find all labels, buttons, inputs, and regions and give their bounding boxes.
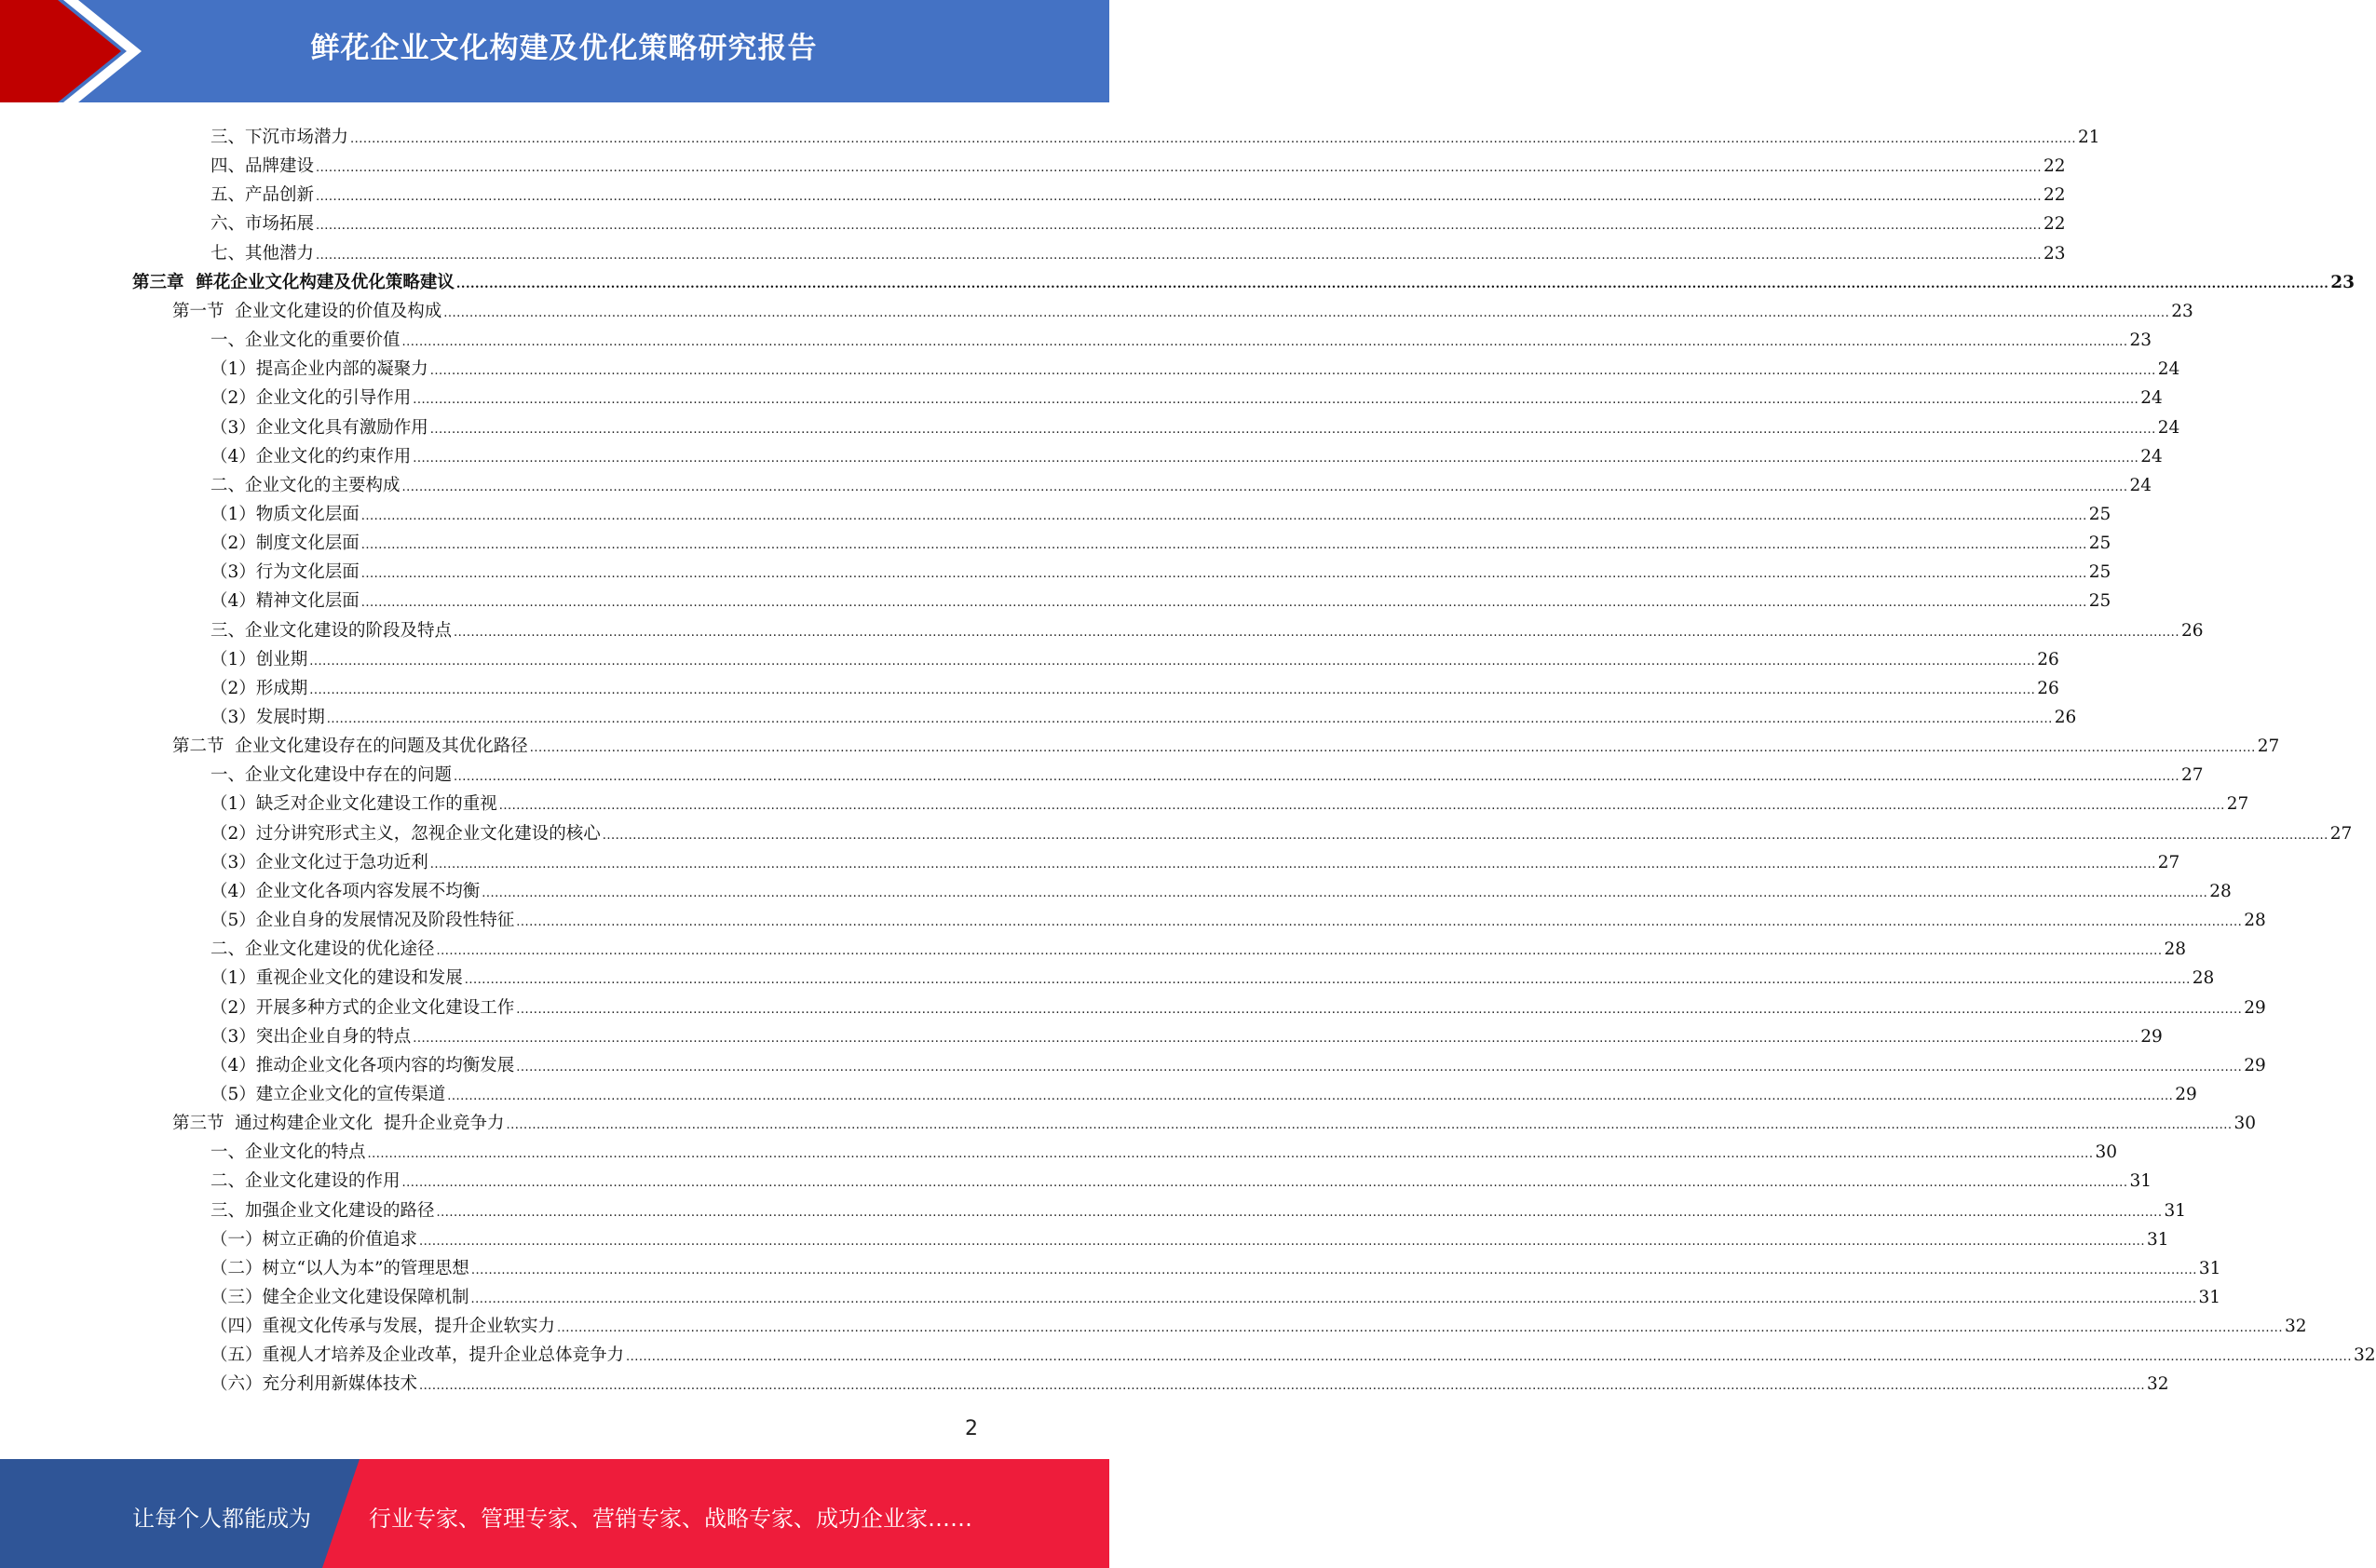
toc-dot-leader: ................................................................................................................................................................................................................................................................................................................................................................................................................ (447, 1088, 2174, 1103)
toc-entry-page: 30 (2095, 1142, 2117, 1163)
toc-entry-title: （4）企业文化各项内容发展不均衡 (210, 881, 481, 901)
toc-entry-page: 28 (2209, 881, 2232, 901)
toc-entry-page: 31 (2164, 1200, 2186, 1221)
toc-entry-page: 22 (2043, 214, 2066, 235)
toc-entry-title: 第三节 通过构建企业文化 提升企业竞争力 (172, 1114, 505, 1134)
toc-entry-page: 31 (2129, 1171, 2152, 1192)
toc-entry-page: 28 (2192, 968, 2215, 989)
toc-entry-page: 27 (2226, 794, 2249, 815)
toc-entry[interactable] (210, 1134, 2117, 1163)
toc-entry-page: 29 (2140, 1026, 2163, 1047)
toc-dot-leader: ................................................................................................................................................................................................................................................................................................................................................................................................................ (529, 741, 2256, 756)
toc-entry-page: 21 (2077, 128, 2100, 147)
toc-entry-title: （2）开展多种方式的企业文化建设工作 (210, 997, 515, 1018)
toc-entry-title: （六）充分利用新媒体技术 (210, 1374, 418, 1395)
toc-entry-title: 二、企业文化建设的作用 (210, 1171, 401, 1192)
toc-dot-leader: ................................................................................................................................................................................................................................................................................................................................................................................................................ (419, 1379, 2145, 1394)
toc-entry[interactable] (172, 1105, 2257, 1134)
toc-dot-leader: ................................................................................................................................................................................................................................................................................................................................................................................................................ (429, 857, 2156, 872)
toc-dot-leader: ................................................................................................................................................................................................................................................................................................................................................................................................................ (626, 1350, 2352, 1365)
toc-dot-leader: ................................................................................................................................................................................................................................................................................................................................................................................................................ (454, 770, 2179, 785)
toc-dot-leader: ................................................................................................................................................................................................................................................................................................................................................................................................................ (413, 1031, 2139, 1046)
toc-entry-title: 三、加强企业文化建设的路径 (210, 1200, 435, 1221)
toc-entry[interactable] (210, 873, 2232, 902)
toc-entry[interactable] (210, 467, 2152, 496)
footer-slogan-right: 行业专家、管理专家、营销专家、战略专家、成功企业家…… (369, 1506, 972, 1532)
toc-entry-title: （四）重视文化传承与发展，提升企业软实力 (210, 1317, 556, 1337)
toc-entry[interactable] (172, 293, 2193, 322)
toc-entry-page: 25 (2088, 591, 2111, 612)
toc-entry[interactable] (210, 960, 2215, 989)
toc-dot-leader: ................................................................................................................................................................................................................................................................................................................................................................................................................ (443, 305, 2170, 320)
toc-entry-title: （3）发展时期 (210, 708, 325, 727)
toc-entry[interactable] (210, 1019, 2163, 1048)
toc-entry-title: 一、企业文化建设中存在的问题 (210, 765, 453, 786)
toc-entry-title: （1）缺乏对企业文化建设工作的重视 (210, 794, 497, 815)
toc-entry[interactable] (210, 757, 2204, 786)
toc-entry-page: 28 (2244, 911, 2266, 931)
toc-entry[interactable] (132, 264, 2355, 293)
toc-dot-leader: ................................................................................................................................................................................................................................................................................................................................................................................................................ (413, 393, 2139, 408)
toc-entry-page: 24 (2140, 388, 2163, 409)
toc-entry[interactable] (210, 410, 2180, 439)
toc-entry-page: 29 (2244, 997, 2266, 1018)
toc-dot-leader: ................................................................................................................................................................................................................................................................................................................................................................................................................ (516, 1002, 2243, 1017)
toc-entry-page: 27 (2180, 765, 2204, 786)
toc-entry-title: （3）企业文化过于急功近利 (210, 852, 428, 872)
toc-entry[interactable] (210, 902, 2266, 931)
toc-entry-page: 32 (2146, 1374, 2169, 1395)
toc-entry[interactable] (210, 554, 2111, 583)
toc-dot-leader: ................................................................................................................................................................................................................................................................................................................................................................................................................ (429, 364, 2156, 379)
toc-dot-leader: ................................................................................................................................................................................................................................................................................................................................................................................................................ (419, 1234, 2145, 1249)
toc-entry-page: 23 (2043, 243, 2066, 264)
page-header (0, 0, 1109, 102)
toc-dot-leader: ................................................................................................................................................................................................................................................................................................................................................................................................................ (316, 219, 2042, 234)
toc-entry-page: 26 (2180, 620, 2204, 641)
toc-entry-page: 26 (2054, 708, 2077, 727)
toc-entry-title: （三）健全企业文化建设保障机制 (210, 1288, 469, 1307)
toc-entry[interactable] (210, 1048, 2266, 1076)
toc-entry-title: （4）推动企业文化各项内容的均衡发展 (210, 1055, 515, 1075)
toc-entry[interactable] (210, 699, 2077, 728)
toc-dot-leader: ................................................................................................................................................................................................................................................................................................................................................................................................................ (516, 915, 2243, 930)
toc-dot-leader: ................................................................................................................................................................................................................................................................................................................................................................................................................ (455, 277, 2329, 291)
toc-entry-title: 第二节 企业文化建设存在的问题及其优化路径 (172, 737, 528, 757)
toc-entry[interactable] (210, 1163, 2152, 1192)
toc-entry-page: 31 (2146, 1229, 2169, 1250)
toc-entry-title: （2）形成期 (210, 678, 308, 698)
toc-dot-leader: ................................................................................................................................................................................................................................................................................................................................................................................................................ (470, 1292, 2197, 1306)
toc-entry[interactable] (210, 1366, 2169, 1395)
toc-dot-leader: ................................................................................................................................................................................................................................................................................................................................................................................................................ (309, 683, 2036, 697)
page-footer (0, 1459, 1109, 1568)
toc-dot-leader: ................................................................................................................................................................................................................................................................................................................................................................................................................ (360, 596, 2087, 611)
toc-dot-leader: ................................................................................................................................................................................................................................................................................................................................................................................................................ (350, 132, 2076, 146)
toc-entry[interactable] (210, 786, 2249, 815)
toc-entry-title: （5）建立企业文化的宣传渠道 (210, 1084, 446, 1104)
toc-entry[interactable] (210, 1076, 2197, 1105)
toc-entry-title: （4）精神文化层面 (210, 591, 360, 612)
toc-dot-leader: ................................................................................................................................................................................................................................................................................................................................................................................................................ (316, 161, 2042, 176)
toc-entry-title: 二、企业文化建设的优化途径 (210, 939, 435, 960)
toc-entry-title: 一、企业文化的特点 (210, 1142, 366, 1163)
toc-entry-title: 七、其他潜力 (210, 243, 315, 264)
toc-dot-leader: ................................................................................................................................................................................................................................................................................................................................................................................................................ (309, 654, 2036, 669)
toc-entry[interactable] (210, 496, 2111, 525)
toc-dot-leader: ................................................................................................................................................................................................................................................................................................................................................................................................................ (470, 1263, 2197, 1277)
toc-entry-title: （1）创业期 (210, 649, 308, 669)
toc-entry-title: 三、下沉市场潜力 (210, 128, 349, 147)
toc-dot-leader: ................................................................................................................................................................................................................................................................................................................................................................................................................ (360, 508, 2087, 523)
toc-dot-leader: ................................................................................................................................................................................................................................................................................................................................................................................................................ (557, 1321, 2283, 1336)
toc-entry[interactable] (210, 670, 2059, 699)
toc-entry[interactable] (210, 322, 2152, 351)
toc-dot-leader: ................................................................................................................................................................................................................................................................................................................................................................................................................ (602, 828, 2328, 843)
toc-entry-page: 25 (2088, 534, 2111, 554)
document-title: 鲜花企业文化构建及优化策略研究报告 (310, 32, 818, 65)
toc-entry-title: 第三章 鲜花企业文化构建及优化策略建议 (132, 272, 455, 292)
toc-dot-leader: ................................................................................................................................................................................................................................................................................................................................................................................................................ (360, 567, 2087, 582)
toc-entry-page: 23 (2129, 331, 2152, 351)
toc-entry[interactable] (210, 119, 2100, 148)
toc-entry-title: （2）制度文化层面 (210, 534, 360, 554)
toc-entry-title: （3）行为文化层面 (210, 562, 360, 583)
toc-entry-page: 25 (2088, 504, 2111, 524)
toc-dot-leader: ................................................................................................................................................................................................................................................................................................................................................................................................................ (360, 538, 2087, 553)
toc-entry-page: 30 (2233, 1114, 2257, 1134)
toc-dot-leader: ................................................................................................................................................................................................................................................................................................................................................................................................................ (326, 712, 2053, 726)
toc-dot-leader: ................................................................................................................................................................................................................................................................................................................................................................................................................ (401, 335, 2128, 350)
toc-entry[interactable] (210, 1193, 2186, 1222)
footer-slogan-left: 让每个人都能成为 (132, 1506, 311, 1532)
toc-dot-leader: ................................................................................................................................................................................................................................................................................................................................................................................................................ (516, 1060, 2243, 1075)
toc-dot-leader: ................................................................................................................................................................................................................................................................................................................................................................................................................ (401, 480, 2128, 494)
toc-entry[interactable] (210, 642, 2059, 670)
toc-entry-page: 32 (2353, 1345, 2376, 1366)
toc-entry-page: 29 (2175, 1084, 2197, 1104)
toc-entry-title: （3）突出企业自身的特点 (210, 1026, 412, 1047)
toc-entry-page: 25 (2088, 562, 2111, 583)
toc-entry-title: 四、品牌建设 (210, 156, 315, 177)
toc-entry-title: （1）提高企业内部的凝聚力 (210, 359, 428, 380)
toc-entry[interactable] (210, 439, 2163, 467)
toc-dot-leader: ................................................................................................................................................................................................................................................................................................................................................................................................................ (482, 885, 2208, 900)
toc-dot-leader: ................................................................................................................................................................................................................................................................................................................................................................................................................ (436, 944, 2163, 959)
toc-dot-leader: ................................................................................................................................................................................................................................................................................................................................................................................................................ (367, 1147, 2094, 1162)
toc-entry-page: 29 (2244, 1055, 2266, 1075)
toc-entry-page: 27 (2157, 852, 2180, 872)
page-number: 2 (965, 1417, 978, 1440)
toc-entry[interactable] (210, 1308, 2307, 1337)
toc-dot-leader: ................................................................................................................................................................................................................................................................................................................................................................................................................ (506, 1118, 2233, 1133)
toc-dot-leader: ................................................................................................................................................................................................................................................................................................................................................................................................................ (454, 625, 2179, 640)
toc-entry-page: 24 (2129, 475, 2152, 495)
toc-entry-title: （二）树立“以人为本”的管理思想 (210, 1258, 469, 1278)
toc-entry[interactable] (210, 380, 2163, 409)
toc-entry-page: 22 (2043, 185, 2066, 206)
toc-entry-page: 24 (2157, 417, 2180, 438)
toc-entry-page: 22 (2043, 156, 2066, 177)
toc-entry-title: （五）重视人才培养及企业改革，提升企业总体竞争力 (210, 1345, 625, 1366)
toc-entry-title: （1）物质文化层面 (210, 504, 360, 524)
toc-entry[interactable] (172, 728, 2280, 757)
toc-dot-leader: ................................................................................................................................................................................................................................................................................................................................................................................................................ (413, 451, 2139, 466)
toc-entry-page: 28 (2164, 939, 2186, 960)
toc-entry-title: （3）企业文化具有激励作用 (210, 417, 428, 438)
toc-entry[interactable] (210, 1337, 2376, 1366)
toc-entry[interactable] (210, 931, 2186, 960)
toc-entry-page: 31 (2198, 1288, 2220, 1307)
toc-entry-title: （2）企业文化的引导作用 (210, 388, 412, 409)
toc-entry[interactable] (210, 1222, 2169, 1250)
toc-entry-title: 六、市场拓展 (210, 214, 315, 235)
toc-entry[interactable] (210, 525, 2111, 554)
toc-entry[interactable] (210, 206, 2066, 235)
toc-entry-title: 一、企业文化的重要价值 (210, 331, 401, 351)
toc-entry-page: 27 (2329, 823, 2353, 844)
toc-entry-title: 三、企业文化建设的阶段及特点 (210, 620, 453, 641)
toc-entry-title: 二、企业文化的主要构成 (210, 475, 401, 495)
toc-dot-leader: ................................................................................................................................................................................................................................................................................................................................................................................................................ (401, 1176, 2128, 1191)
toc-entry-title: 五、产品创新 (210, 185, 315, 206)
toc-entry-title: 第一节 企业文化建设的价值及构成 (172, 301, 442, 321)
toc-entry-page: 23 (2330, 272, 2355, 292)
toc-entry[interactable] (210, 613, 2204, 642)
toc-entry-page: 23 (2171, 301, 2193, 321)
toc-dot-leader: ................................................................................................................................................................................................................................................................................................................................................................................................................ (429, 422, 2156, 437)
toc-entry-page: 24 (2157, 359, 2180, 380)
toc-entry[interactable] (210, 583, 2111, 612)
toc-entry[interactable] (210, 177, 2066, 206)
toc-dot-leader: ................................................................................................................................................................................................................................................................................................................................................................................................................ (498, 799, 2225, 814)
toc-dot-leader: ................................................................................................................................................................................................................................................................................................................................................................................................................ (316, 190, 2042, 205)
toc-entry-page: 27 (2257, 737, 2280, 757)
toc-entry-title: （5）企业自身的发展情况及阶段性特征 (210, 911, 515, 931)
toc-entry[interactable] (210, 148, 2066, 177)
toc-entry-page: 31 (2198, 1258, 2221, 1278)
toc-entry[interactable] (210, 990, 2266, 1019)
toc-entry-title: （1）重视企业文化的建设和发展 (210, 968, 463, 989)
toc-dot-leader: ................................................................................................................................................................................................................................................................................................................................................................................................................ (316, 248, 2042, 263)
toc-entry[interactable] (210, 845, 2180, 873)
toc-entry-title: （4）企业文化的约束作用 (210, 446, 412, 466)
toc-entry-page: 26 (2037, 649, 2059, 669)
toc-entry[interactable] (210, 816, 2353, 845)
toc-entry-page: 24 (2140, 446, 2163, 466)
toc-entry-title: （2）过分讲究形式主义，忽视企业文化建设的核心 (210, 823, 601, 844)
toc-dot-leader: ................................................................................................................................................................................................................................................................................................................................................................................................................ (436, 1205, 2163, 1220)
toc-entry[interactable] (210, 1250, 2221, 1279)
toc-entry[interactable] (210, 1279, 2220, 1308)
toc-entry-page: 26 (2037, 678, 2059, 698)
toc-entry-title: （一）树立正确的价值追求 (210, 1229, 418, 1250)
toc-entry[interactable] (210, 236, 2066, 264)
toc-entry-page: 32 (2284, 1317, 2307, 1337)
toc-dot-leader: ................................................................................................................................................................................................................................................................................................................................................................................................................ (464, 973, 2191, 988)
toc-entry[interactable] (210, 351, 2180, 380)
